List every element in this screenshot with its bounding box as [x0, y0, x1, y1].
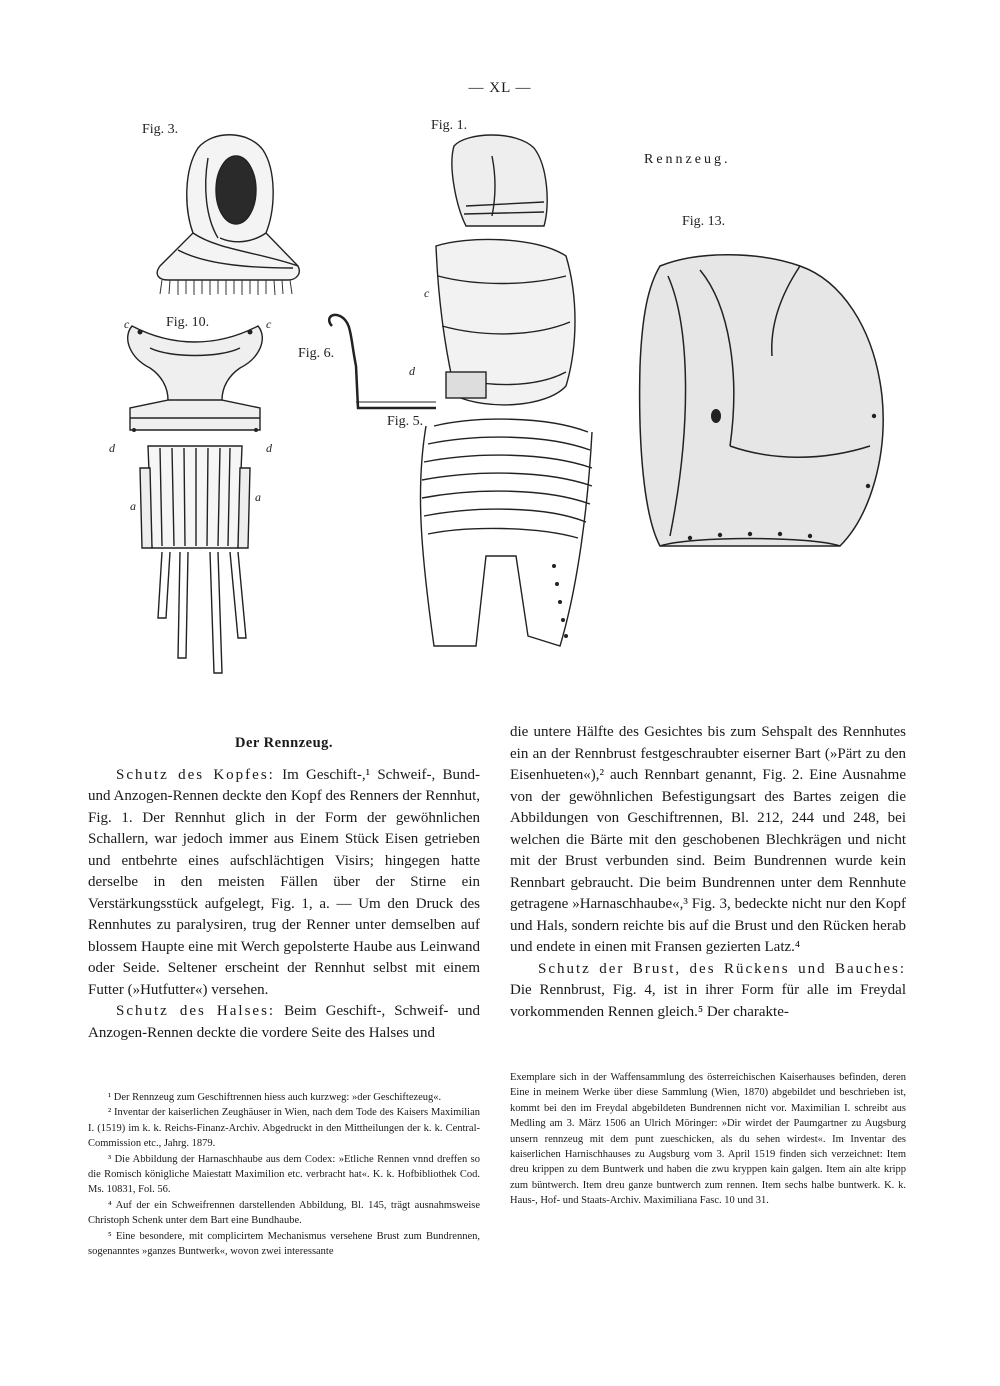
footnote-2: ² Inventar der kaiserlichen Zeughäuser in Wien, nach dem Tode des Kaisers Maximilian I. (1519) im k. k. Reichs-Finanz-Archiv. Abgedruckt in den Mittheilungen der k. k. Central-Commission etc., Jahrg. 1879. — [88, 1107, 480, 1150]
section-title: Rennzeug. — [644, 152, 731, 167]
fig3-hood-illustration — [148, 128, 308, 303]
fig10-collar-illustration — [110, 318, 280, 686]
lead-kopfes: Schutz des Kopfes: — [116, 766, 275, 783]
paragraph-kopfes — [88, 765, 480, 1002]
fig10-label: Fig. 10. — [166, 315, 210, 330]
body-left-column — [88, 733, 480, 1044]
fig6-label: Fig. 6. — [298, 346, 335, 361]
lead-brust: Schutz der Brust, des Rückens und Bauches: — [538, 960, 906, 977]
article-heading: Der Rennzeug. — [234, 735, 334, 751]
letter-c-right: c — [266, 317, 272, 331]
footnote-3: ³ Die Abbildung der Harnaschhaube aus dem Codex: »Etliche Rennen vnnd dreffen so die Romisch königliche Maiestatt Maximilion etc. verbracht hat«. K. k. Hofbibliothek Cod. Ms. 10831, Fol. 56. — [88, 1153, 480, 1196]
fig1-label: Fig. 1. — [431, 118, 468, 133]
text-halses: Beim Geschift-, Schweif- und Anzogen-Rennen deckte die vordere Seite des Halses und — [88, 1003, 480, 1041]
fig13-plate-illustration — [630, 246, 890, 564]
letter-a-left: a — [130, 499, 136, 513]
paragraph-halses — [88, 1001, 480, 1044]
footnote-4: ⁴ Auf der ein Schweifrennen darstellenden Abbildung, Bl. 145, trägt ausnahmsweise Christoph Schenk unter dem Bart eine Bundhaube. — [88, 1199, 480, 1227]
letter-c-breast: c — [424, 286, 430, 300]
footnotes-left — [88, 1090, 480, 1259]
footnotes-right — [510, 1070, 906, 1209]
text-brust: Die Rennbrust, Fig. 4, ist in ihrer Form für alle im Freydal vorkommenden Rennen gleich.⁵ Der charakte- — [510, 982, 906, 1020]
footnote-1: ¹ Der Rennzeug zum Geschiftrennen hiess auch kurzweg: »der Geschiftezeug«. — [108, 1092, 442, 1103]
letter-d-hook: d — [409, 364, 415, 378]
letter-d-right: d — [266, 441, 272, 455]
footnote-5: ⁵ Eine besondere, mit complicirtem Mechanismus versehene Brust zum Bundrennen, sogenanntes »ganzes Buntwerk«, wovon zwei interessante — [88, 1230, 480, 1258]
letter-a-right: a — [255, 490, 261, 504]
text-kopfes: Im Geschift-,¹ Schweif-, Bund- und Anzogen-Rennen deckte den Kopf des Renners der Rennhut, Fig. 1. Der Rennhut glich in der Form der gewöhnlichen Schallern, war jedoch immer aus Einem Stück Eisen getrieben und entbehrte eines aufschlächtigen Visirs; hingegen hatte derselbe in den meisten Fällen über der Stirne ein Verstärkungsstück aufgelegt, Fig. 1, a. — Um den Druck des Rennhutes zu paralysiren, trug der Renner unter demselben auf blossem Haupte eine mit Werch gepolsterte Haube aus Leinwand oder Seide. Seltener erscheint der Rennhut selbst mit einem Futter (»Hutfutter«) versehen. — [88, 766, 481, 998]
fig13-label: Fig. 13. — [682, 214, 726, 229]
letter-d-left: d — [109, 441, 115, 455]
fig1-rennzeug-illustration — [316, 126, 596, 654]
lead-halses: Schutz des Halses: — [116, 1003, 276, 1019]
footnote-5-continued: Exemplare sich in der Waffensammlung des österreichischen Kaiserhauses befinden, deren Eine in meinem Werke über diese Sammlung (Wien, 1870) abgebildet und beschrieben ist, kommt bei den im Freydal abgebildeten Bundrennen nicht vor. Maximilian I. schreibt aus Medling am 3. März 1506 an Ulrich Möringer: »Dir wirdet der Paumgartner zu Augsburg unsern rennzeug mit dem punt zueschicken, als du sehen wirdest«. Im Inventar des kaiserlichen Harnischhauses zu Augsburg vom 3. April 1519 finden sich verzeichnet: Item dreu krippen zu dem Buntwerk und haben die zwu kryppen kain galgen. Item ain alte kripp zum büntwerch. Item dreu ganze buntwerch zum rennen. Item sechs halbe buntwerk. K. k. Haus-, Hof- und Staats-Archiv. Maximiliana Fasc. 10 und 31. — [510, 1072, 906, 1207]
letter-c-left: c — [124, 317, 130, 331]
fig5-label: Fig. 5. — [387, 414, 424, 429]
page-number: — XL — — [468, 80, 532, 96]
text-bart: die untere Hälfte des Gesichtes bis zum Sehspalt des Rennhutes ein an der Rennbrust festgeschraubter eiserner Bart (»Pärt zu den Eisenhueten«),² auch Rennbart genannt, Fig. 2. Eine Ausnahme von der gewöhnlichen Befestigungsart des Bartes zeigen die Abbildungen von Geschiftrennen, Bl. 212, 244 und 248, bei welchen die Bärte mit den geschobenen Blechkrägen und nicht mit der Brust verbunden sind. Beim Bundrennen wurde kein Rennbart gebraucht. Die beim Bundrennen unter dem Rennhute getragene »Harnaschhaube«,³ Fig. 3, bedeckte nicht nur den Kopf und Hals, sondern reichte bis auf die Brust und den Rücken herab und endete in einen mit Fransen gezierten Latz.⁴ — [510, 724, 906, 955]
fig3-label: Fig. 3. — [142, 122, 179, 137]
paragraph-brust — [510, 959, 906, 1024]
paragraph-bart — [510, 722, 906, 959]
body-right-column — [510, 722, 906, 1023]
